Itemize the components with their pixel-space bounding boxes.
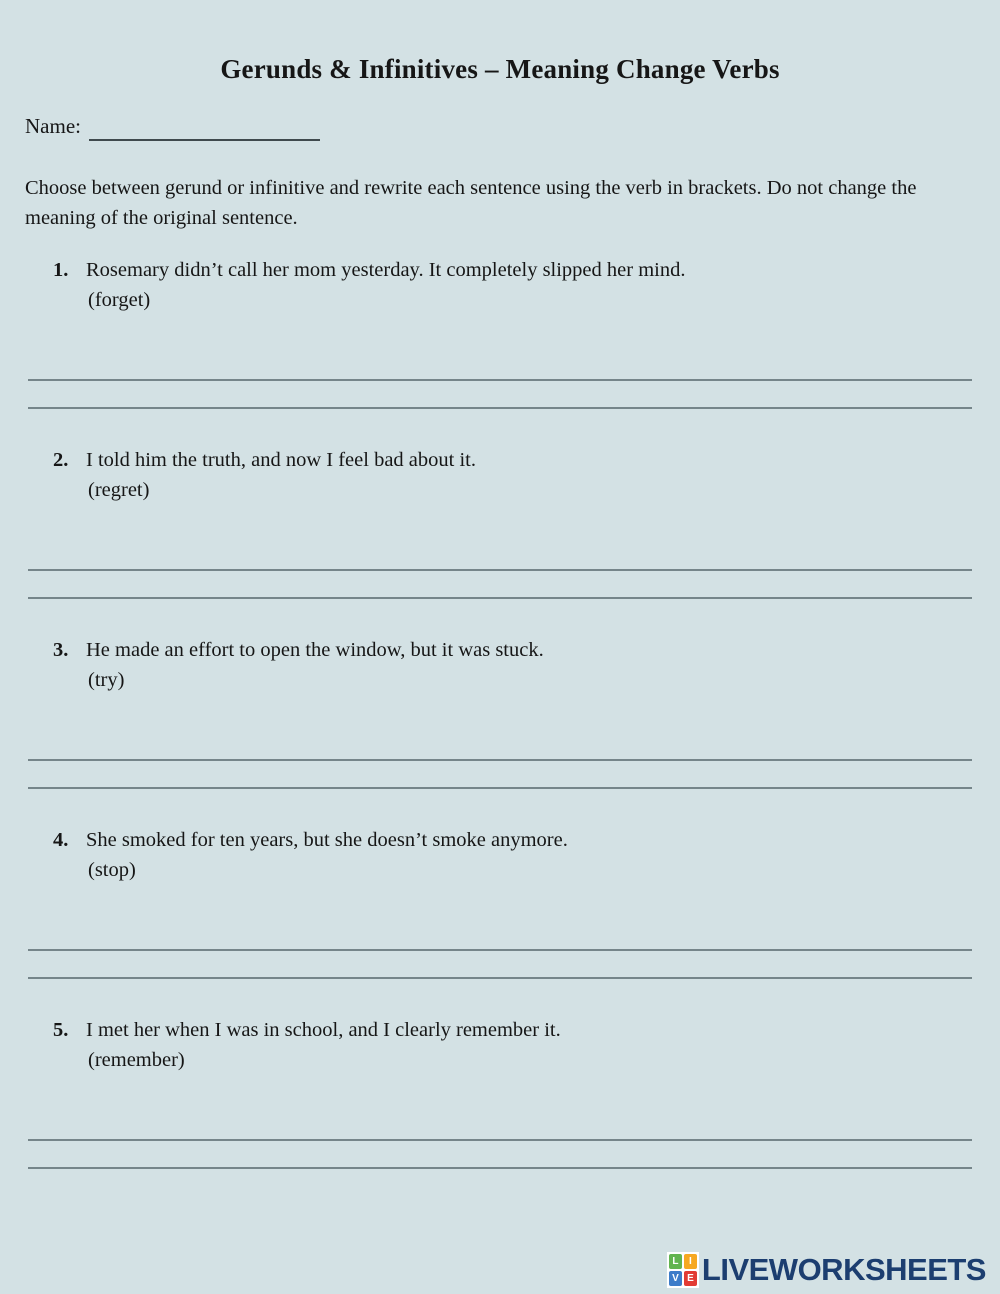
question-verb: (remember)	[88, 1049, 185, 1071]
question-verb: (try)	[88, 669, 125, 691]
question-1	[25, 255, 975, 409]
question-number: 1.	[53, 259, 69, 281]
logo-tile-v: V	[669, 1271, 682, 1286]
question-number: 2.	[53, 449, 69, 471]
liveworksheets-footer	[667, 1252, 986, 1288]
logo-tile-i: I	[684, 1254, 697, 1269]
question-verb: (forget)	[88, 289, 151, 311]
name-row	[25, 111, 975, 141]
answer-line-2[interactable]	[28, 597, 972, 599]
question-5	[25, 1015, 975, 1169]
question-verb: (regret)	[88, 479, 150, 501]
question-text: I met her when I was in school, and I clearly remember it.	[86, 1019, 561, 1041]
answer-line-1[interactable]	[28, 379, 972, 381]
liveworksheets-brand-text: LIVEWORKSHEETS	[701, 1252, 986, 1287]
question-verb: (stop)	[88, 859, 136, 881]
logo-tile-l: L	[669, 1254, 682, 1269]
question-text: He made an effort to open the window, but it was stuck.	[86, 639, 544, 661]
question-3	[25, 635, 975, 789]
question-sentence	[25, 635, 975, 665]
answer-line-1[interactable]	[28, 569, 972, 571]
answer-line-1[interactable]	[28, 1139, 972, 1141]
answer-line-2[interactable]	[28, 407, 972, 409]
question-4	[25, 825, 975, 979]
page-title: Gerunds & Infinitives – Meaning Change Verbs	[220, 54, 780, 84]
name-input-line[interactable]	[89, 117, 320, 141]
instructions-text: Choose between gerund or infinitive and rewrite each sentence using the verb in brackets. Do not change the meaning of the original sentence.	[25, 177, 917, 229]
liveworksheets-logo-icon	[667, 1252, 699, 1288]
logo-tile-e: E	[684, 1271, 697, 1286]
question-sentence	[25, 1015, 975, 1045]
answer-line-2[interactable]	[28, 787, 972, 789]
question-number: 3.	[53, 639, 69, 661]
answer-line-1[interactable]	[28, 759, 972, 761]
question-text: I told him the truth, and now I feel bad about it.	[86, 449, 476, 471]
answer-line-2[interactable]	[28, 977, 972, 979]
question-sentence	[25, 445, 975, 475]
question-number: 4.	[53, 829, 69, 851]
question-number: 5.	[53, 1019, 69, 1041]
question-text: She smoked for ten years, but she doesn’t smoke anymore.	[86, 829, 568, 851]
name-label: Name:	[25, 114, 81, 138]
answer-line-1[interactable]	[28, 949, 972, 951]
question-sentence	[25, 825, 975, 855]
question-2	[25, 445, 975, 599]
question-text: Rosemary didn’t call her mom yesterday. It completely slipped her mind.	[86, 259, 686, 281]
question-sentence	[25, 255, 975, 285]
answer-line-2[interactable]	[28, 1167, 972, 1169]
